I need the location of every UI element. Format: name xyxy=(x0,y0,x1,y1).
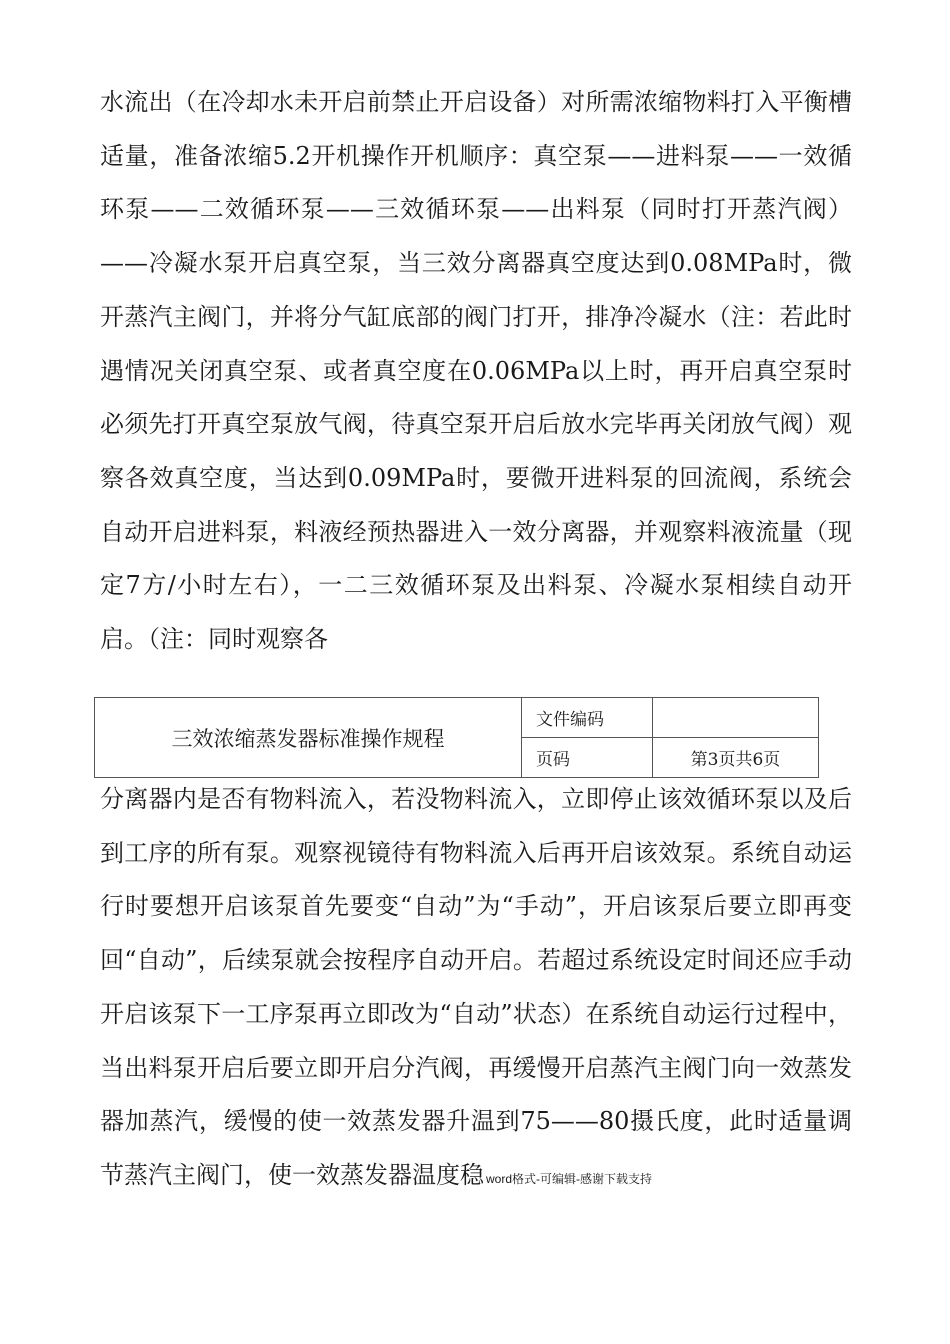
page-number: 第3页共6页 xyxy=(653,738,819,778)
file-code-value xyxy=(653,698,819,738)
body-paragraph-bottom xyxy=(100,773,852,1203)
body-paragraph-top: 水流出（在冷却水未开启前禁止开启设备）对所需浓缩物料打入平衡槽适量，准备浓缩5.2开机操作开机顺序：真空泵——进料泵——一效循环泵——二效循环泵——三效循环泵——出料泵（同时打开蒸汽阀）——冷凝水泵开启真空泵，当三效分离器真空度达到0.08MPa时，微开蒸汽主阀门，并将分气缸底部的阀门打开，排净冷凝水（注：若此时遇情况关闭真空泵、或者真空度在0.06MPa以上时，再开启真空泵时必须先打开真空泵放气阀，待真空泵开启后放水完毕再关闭放气阀）观察各效真空度，当达到0.09MPa时，要微开进料泵的回流阀，系统会自动开启进料泵，料液经预热器进入一效分离器，并观察料液流量（现定7方/小时左右），一二三效循环泵及出料泵、冷凝水泵相续自动开启。（注：同时观察各 xyxy=(100,88,852,654)
body-paragraph-bottom-text: 分离器内是否有物料流入，若没物料流入，立即停止该效循环泵以及后到工序的所有泵。观察视镜待有物料流入后再开启该效泵。系统自动运行时要想开启该泵首先要变“自动”为“手动”，开启该泵后要立即再变回“自动”，后续泵就会按程序自动开启。若超过系统设定时间还应手动开启该泵下一工序泵再立即改为“自动”状态）在系统自动运行过程中，当出料泵开启后要立即开启分汽阀，再缓慢开启蒸汽主阀门向一效蒸发器加蒸汽，缓慢的使一效蒸发器升温到75——80摄氏度，此时适量调节蒸汽主阀门，使一效蒸发器温度稳 xyxy=(100,785,852,1189)
footer-note: word格式-可编辑-感谢下载支持 xyxy=(486,1171,653,1186)
document-title: 三效浓缩蒸发器标准操作规程 xyxy=(95,698,522,778)
document-header-table xyxy=(94,697,819,778)
file-code-label: 文件编码 xyxy=(522,698,653,738)
page-label: 页码 xyxy=(522,738,653,778)
